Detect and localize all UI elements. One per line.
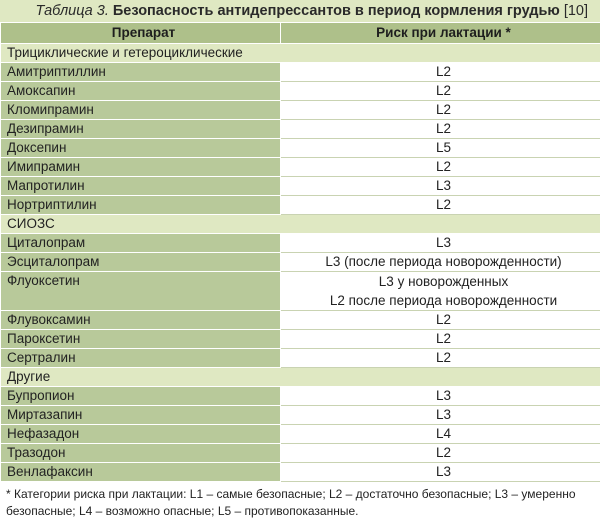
drug-name: Флувоксамин	[1, 311, 281, 330]
group-label: СИОЗС	[1, 215, 600, 234]
lactation-risk: L2	[281, 330, 600, 349]
group-row	[1, 44, 600, 63]
table-row	[1, 463, 600, 482]
risk-line: L2 после периода новорожденности	[287, 291, 600, 310]
table-body	[1, 44, 600, 482]
lactation-risk: L2	[281, 101, 600, 120]
lactation-risk: L4	[281, 425, 600, 444]
table-row	[1, 158, 600, 177]
table-reference: [10]	[564, 3, 588, 19]
table-row	[1, 234, 600, 253]
lactation-risk: L3	[281, 177, 600, 196]
drug-name: Амитриптиллин	[1, 63, 281, 82]
drug-name: Кломипрамин	[1, 101, 281, 120]
drug-name: Пароксетин	[1, 330, 281, 349]
lactation-risk: L3	[281, 387, 600, 406]
drug-name: Нефазадон	[1, 425, 281, 444]
table-number: Таблица 3.	[36, 3, 109, 19]
antidepressant-safety-table	[0, 22, 600, 482]
lactation-risk: L3	[281, 406, 600, 425]
lactation-risk: L2	[281, 196, 600, 215]
risk-line: L3 у новорожденных	[287, 272, 600, 291]
lactation-risk: L3 (после периода новорожденности)	[281, 253, 600, 272]
table-row	[1, 425, 600, 444]
lactation-risk: L5	[281, 139, 600, 158]
table-row	[1, 272, 600, 311]
table-header-row	[1, 23, 600, 44]
footnote: * Категории риска при лактации: L1 – самые безопасные; L2 – достаточно безопасные; L3 – умеренно безопасные; L4 – возможно опасные; L5 – противопоказанные.	[0, 482, 600, 520]
drug-name: Циталопрам	[1, 234, 281, 253]
table-row	[1, 406, 600, 425]
drug-name: Венлафаксин	[1, 463, 281, 482]
group-row	[1, 368, 600, 387]
group-label: Другие	[1, 368, 600, 387]
header-drug: Препарат	[1, 23, 281, 44]
drug-name: Нортриптилин	[1, 196, 281, 215]
drug-name: Миртазапин	[1, 406, 281, 425]
lactation-risk: L2	[281, 63, 600, 82]
lactation-risk: L2	[281, 444, 600, 463]
drug-name: Флуоксетин	[1, 272, 281, 311]
table-row	[1, 349, 600, 368]
table-row	[1, 177, 600, 196]
group-row	[1, 215, 600, 234]
lactation-risk: L2	[281, 158, 600, 177]
table-row	[1, 82, 600, 101]
drug-name: Амоксапин	[1, 82, 281, 101]
table-row	[1, 444, 600, 463]
table-row	[1, 311, 600, 330]
header-risk: Риск при лактации *	[281, 23, 600, 44]
lactation-risk	[281, 272, 600, 311]
table-row	[1, 101, 600, 120]
lactation-risk: L3	[281, 463, 600, 482]
lactation-risk: L2	[281, 349, 600, 368]
lactation-risk: L2	[281, 82, 600, 101]
table-caption	[0, 0, 600, 22]
table-row	[1, 139, 600, 158]
lactation-risk: L3	[281, 234, 600, 253]
table-row	[1, 120, 600, 139]
drug-name: Эсциталопрам	[1, 253, 281, 272]
table-title: Безопасность антидепрессантов в период кормления грудью	[113, 3, 560, 19]
drug-name: Доксепин	[1, 139, 281, 158]
drug-name: Мапротилин	[1, 177, 281, 196]
drug-name: Дезипрамин	[1, 120, 281, 139]
drug-name: Бупропион	[1, 387, 281, 406]
lactation-risk: L2	[281, 311, 600, 330]
table-row	[1, 387, 600, 406]
table-row	[1, 330, 600, 349]
table-row	[1, 63, 600, 82]
group-label: Трициклические и гетероциклические	[1, 44, 600, 63]
drug-name: Имипрамин	[1, 158, 281, 177]
table-row	[1, 253, 600, 272]
drug-name: Сертралин	[1, 349, 281, 368]
table-row	[1, 196, 600, 215]
drug-name: Тразодон	[1, 444, 281, 463]
lactation-risk: L2	[281, 120, 600, 139]
